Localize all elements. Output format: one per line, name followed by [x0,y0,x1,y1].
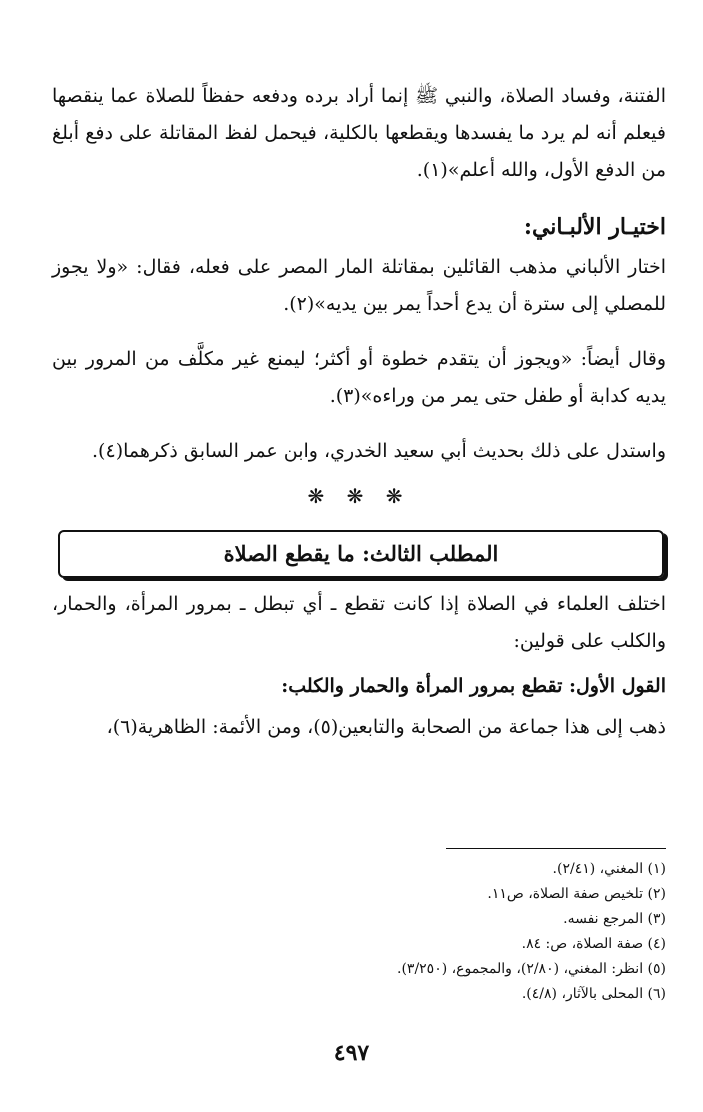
heading-albani-choice: اختيـار الألبـاني: [523,214,666,240]
paragraph-1: الفتنة، وفساد الصلاة، والنبي ﷺ إنما أراد برده ودفعه حفظاً للصلاة عما ينقصها فيعلم أنه لم يرد ما يفسدها ويقطعها بالكلية، فيحمل لفظ المقاتلة على دفع أبلغ من الدفع الأول، والله أعلم»(١). [52,85,666,181]
footnote-2: (٢) تلخيص صفة الصلاة، ص١١. [487,886,666,902]
spacer [52,323,666,341]
section-title: المطلب الثالث: ما يقطع الصلاة [223,541,499,566]
paragraph-5: اختلف العلماء في الصلاة إذا كانت تقطع ـ أي تبطل ـ بمرور المرأة، والحمار، والكلب على قولين: [52,593,666,652]
page-body [52,78,666,746]
subheading-first-opinion: القول الأول: تقطع بمرور المرأة والحمار والكلب: [281,675,666,697]
paragraph-4: واستدل على ذلك بحديث أبي سعيد الخدري، وابن عمر السابق ذكرهما(٤). [92,440,666,462]
footnote-1: (١) المغني، (٢/٤١). [552,861,666,877]
paragraph-3: وقال أيضاً: «ويجوز أن يتقدم خطوة أو أكثر؛ ليمنع غير مكلَّف من المرور بين يديه كدابة أو طفل حتى يمر من وراءه»(٣). [52,348,666,407]
footnote-3: (٣) المرجع نفسه. [563,911,666,927]
footnote-4: (٤) صفة الصلاة، ص: ٨٤. [521,936,666,952]
footnotes [52,848,666,1007]
footnote-6: (٦) المحلى بالآثار، (٤/٨). [521,986,666,1002]
section-title-box [58,530,664,578]
footnote-5: (٥) انظر: المغني، (٢/٨٠)، والمجموع، (٣/٢٥٠). [397,961,666,977]
page-number: ٤٩٧ [333,1040,370,1066]
section-divider-stars: ❋ ❋ ❋ [307,484,411,508]
paragraph-6: ذهب إلى هذا جماعة من الصحابة والتابعين(٥)، ومن الأئمة: الظاهرية(٦)، [106,716,666,738]
spacer [52,415,666,433]
paragraph-2: اختار الألباني مذهب القائلين بمقاتلة المار المصر على فعله، فقال: «ولا يجوز للمصلي إلى سترة أن يدع أحداً يمر بين يديه»(٢). [52,256,666,315]
footnote-divider [446,848,666,849]
